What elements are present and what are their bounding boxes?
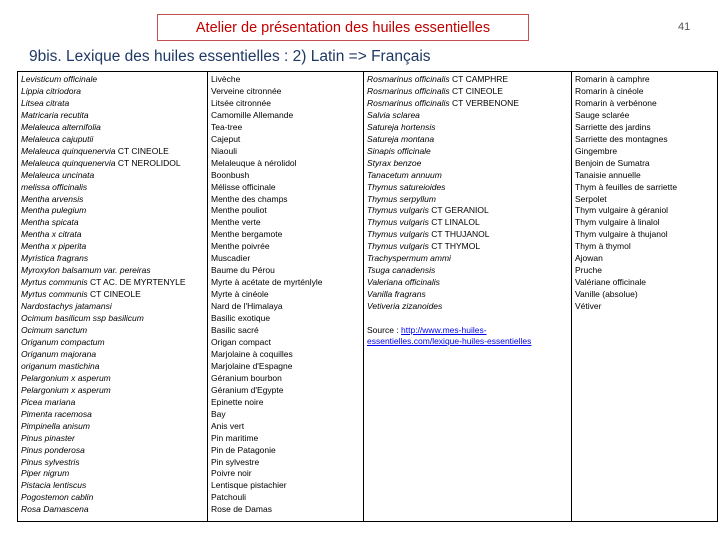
french-name-item: Menthe pouliot	[211, 205, 267, 216]
latin-name-item: Vetiveria zizanoides	[367, 301, 443, 312]
french-name-item: Sarriette des montagnes	[575, 133, 668, 144]
latin-name-item: Myrtus communis CT CINEOLE	[21, 289, 141, 300]
source-label: Source :	[367, 325, 402, 336]
latin-column-2	[364, 72, 572, 522]
latin-name-item: Pelargonium x asperum	[21, 384, 111, 395]
french-name-item: Nard de l'Himalaya	[211, 301, 283, 312]
latin-name-item: origanum mastichina	[21, 360, 100, 371]
source-link[interactable]: http://www.mes-huiles- essentielles.com/lexique-huiles-essentielles	[367, 325, 532, 347]
latin-name-item: Ocimum sanctum	[21, 325, 88, 336]
latin-name-item: Thymus vulgaris CT GERANIOL	[367, 205, 489, 216]
french-name-item: Romarin à camphre	[575, 74, 650, 84]
latin-name-item: Pistacia lentiscus	[21, 480, 87, 491]
french-name-item: Patchouli	[211, 492, 246, 503]
french-name-item: Basilic sacré	[211, 325, 259, 336]
french-name-item: Niaouli	[211, 145, 237, 156]
french-name-item: Ajowan	[575, 253, 603, 264]
latin-name-item: Salvia sclarea	[367, 109, 420, 120]
latin-name-item: Myristica fragrans	[21, 253, 89, 264]
french-name-item: Pin maritime	[211, 432, 259, 443]
page-title: Atelier de présentation des huiles essentielles	[195, 19, 491, 36]
french-name-item: Tea-tree	[211, 121, 243, 132]
latin-name-item: Valeriana officinalis	[367, 277, 440, 288]
french-name-item: Litsée citronnée	[211, 97, 272, 108]
french-name-item: Verveine citronnée	[211, 85, 282, 96]
french-name-item: Menthe des champs	[211, 193, 288, 204]
title-box	[157, 14, 529, 41]
french-name-item: Myrte à cinéole	[211, 289, 269, 300]
french-name-item: Myrte à acétate de myrténlyle	[211, 277, 323, 288]
french-name-item: Vanille (absolue)	[575, 289, 638, 300]
latin-name-item: Satureja hortensis	[367, 121, 436, 132]
latin-name-item: Melaleuca cajuputii	[21, 133, 94, 144]
french-name-item: Marjolaine à coquilles	[211, 348, 293, 359]
latin-name-item: Mentha arvensis	[21, 193, 84, 204]
latin-name-item: Mentha x citrata	[21, 229, 82, 240]
latin-name-item: Pinus sylvestris	[21, 456, 80, 467]
source-note	[367, 325, 571, 347]
french-name-item: Mélisse officinale	[211, 181, 276, 192]
french-column-1	[208, 72, 364, 522]
latin-name-item: Mentha pulegium	[21, 205, 87, 216]
french-name-item: Poivre noir	[211, 468, 252, 479]
french-name-item: Menthe bergamote	[211, 229, 283, 240]
french-name-item: Romarin à cinéole	[575, 85, 644, 96]
latin-name-item: Pogostemon cablin	[21, 492, 94, 503]
latin-name-item: Origanum compactum	[21, 336, 105, 347]
latin-name-item: Thymus vulgaris CT LINALOL	[367, 217, 480, 228]
latin-name-item: Myroxylon balsamum var. pereiras	[21, 265, 151, 276]
french-name-item: Bay	[211, 408, 226, 419]
latin-name-item: Pinus ponderosa	[21, 444, 85, 455]
french-name-item: Pin sylvestre	[211, 456, 260, 467]
french-name-item: Gingembre	[575, 145, 618, 156]
latin-name-item: Sinapis officinale	[367, 145, 431, 156]
latin-name-item: Ocimum basilicum ssp basilicum	[21, 313, 144, 324]
french-name-item: Thym vulgaire à géraniol	[575, 205, 669, 216]
latin-name-item: Pelargonium x asperum	[21, 372, 111, 383]
latin-name-item: Tsuga canadensis	[367, 265, 436, 276]
french-name-item: Baume du Pérou	[211, 265, 275, 276]
french-name-item: Pruche	[575, 265, 602, 276]
latin-name-item: Melaleuca quinquenervia CT NEROLIDOL	[21, 157, 181, 168]
latin-name-item: Mentha x piperita	[21, 241, 87, 252]
french-name-item: Thym vulgaire à thujanol	[575, 229, 668, 240]
french-name-item: Rose de Damas	[211, 504, 272, 515]
french-name-item: Cajeput	[211, 133, 241, 144]
french-name-item: Epinette noire	[211, 396, 264, 407]
french-name-item: Thym à feuilles de sarriette	[575, 181, 678, 192]
latin-name-item: Rosmarinus officinalis CT VERBENONE	[367, 97, 519, 108]
french-name-item: Sauge sclarée	[575, 109, 630, 120]
latin-name-item: Nardostachys jatamansi	[21, 301, 112, 312]
latin-name-item: Rosmarinus officinalis CT CINEOLE	[367, 85, 503, 96]
french-name-item: Valériane officinale	[575, 277, 647, 288]
latin-name-item: Origanum majorana	[21, 348, 97, 359]
latin-name-item: Melaleuca uncinata	[21, 169, 95, 180]
latin-name-item: Trachyspermum ammi	[367, 253, 451, 264]
french-name-item: Sarriette des jardins	[575, 121, 651, 132]
latin-name-item: Thymus satureioides	[367, 181, 446, 192]
latin-name-item: Thymus vulgaris CT THYMOL	[367, 241, 481, 252]
latin-name-item: Lippia citriodora	[21, 85, 82, 96]
latin-name-item: Matricaria recutita	[21, 109, 89, 120]
french-name-item: Géranium bourbon	[211, 372, 282, 383]
french-name-item: Basilic exotique	[211, 313, 271, 324]
french-name-item: Vétiver	[575, 301, 602, 312]
french-name-item: Muscadier	[211, 253, 251, 264]
latin-name-item: Rosmarinus officinalis CT CAMPHRE	[367, 74, 509, 84]
french-name-item: Menthe poivrée	[211, 241, 270, 252]
french-column-2	[572, 72, 718, 522]
latin-name-item: Myrtus communis CT AC. DE MYRTENYLE	[21, 277, 186, 288]
lexicon-table	[17, 71, 718, 522]
latin-name-item: Pimpinella anisum	[21, 420, 90, 431]
section-subtitle: 9bis. Lexique des huiles essentielles : 2) Latin => Français	[29, 48, 431, 65]
french-name-item: Pin de Patagonie	[211, 444, 276, 455]
latin-name-item: Pimenta racemosa	[21, 408, 92, 419]
latin-name-item: Melaleuca alternifolia	[21, 121, 101, 132]
latin-name-item: Levisticum officinale	[21, 74, 98, 84]
latin-name-item: Rosa Damascena	[21, 504, 89, 515]
french-name-item: Thym à thymol	[575, 241, 631, 252]
latin-name-item: Piper nigrum	[21, 468, 70, 479]
latin-name-item: Styrax benzoe	[367, 157, 422, 168]
latin-column-1	[18, 72, 208, 522]
latin-name-item: Melaleuca quinquenervia CT CINEOLE	[21, 145, 169, 156]
latin-name-item: Vanilla fragrans	[367, 289, 426, 300]
french-name-item: Benjoin de Sumatra	[575, 157, 650, 168]
french-name-item: Romarin à verbénone	[575, 97, 657, 108]
french-name-item: Serpolet	[575, 193, 607, 204]
french-name-item: Marjolaine d'Espagne	[211, 360, 293, 371]
french-name-item: Lentisque pistachier	[211, 480, 287, 491]
latin-name-item: Thymus vulgaris CT THUJANOL	[367, 229, 490, 240]
french-name-item: Livèche	[211, 74, 241, 84]
french-name-item: Menthe verte	[211, 217, 261, 228]
latin-name-item: Litsea citrata	[21, 97, 70, 108]
french-name-item: Thym vulgaire à linalol	[575, 217, 660, 228]
latin-name-item: Thymus serpyllum	[367, 193, 436, 204]
french-name-item: Origan compact	[211, 336, 271, 347]
french-name-item: Géranium d'Egypte	[211, 384, 284, 395]
latin-name-item: Pinus pinaster	[21, 432, 75, 443]
latin-name-item: Satureja montana	[367, 133, 435, 144]
french-name-item: Melaleuque à nérolidol	[211, 157, 297, 168]
french-name-item: Camomille Allemande	[211, 109, 294, 120]
french-name-item: Boonbush	[211, 169, 250, 180]
french-name-item: Anis vert	[211, 420, 245, 431]
latin-name-item: Tanacetum annuum	[367, 169, 442, 180]
latin-name-item: melissa officinalis	[21, 181, 88, 192]
latin-name-item: Mentha spicata	[21, 217, 79, 228]
table-row	[18, 72, 718, 522]
french-name-item: Tanaisie annuelle	[575, 169, 641, 180]
page-number: 41	[678, 21, 691, 33]
latin-name-item: Picea mariana	[21, 396, 76, 407]
